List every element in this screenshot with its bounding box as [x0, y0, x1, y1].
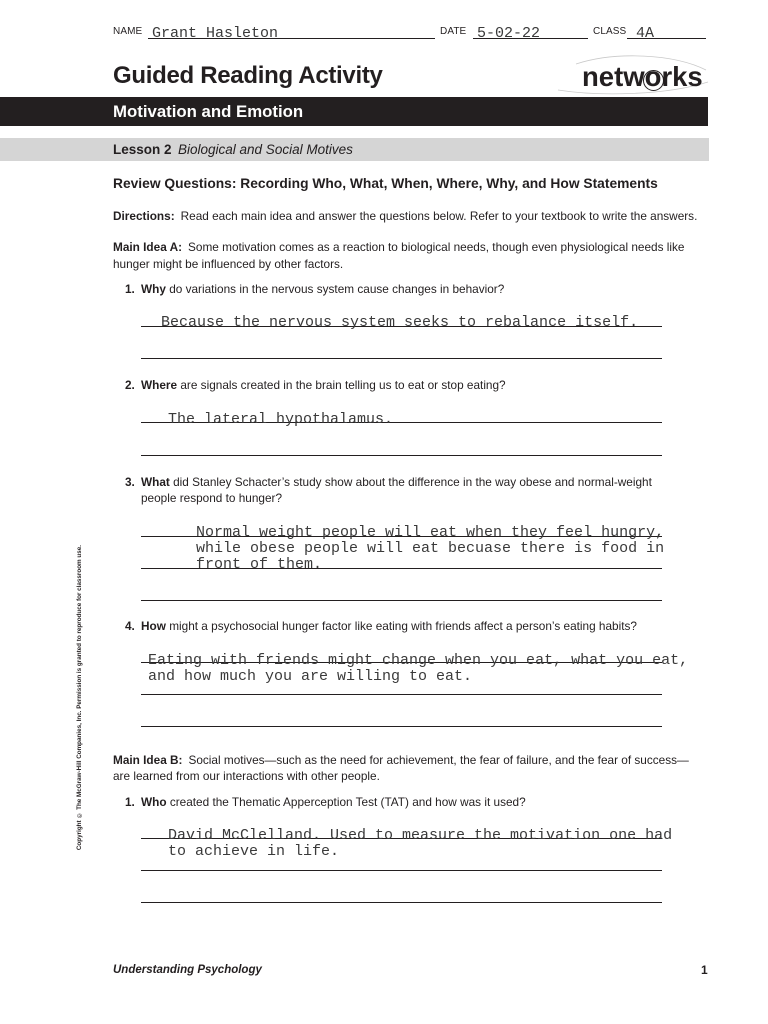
answer-field[interactable]: Because the nervous system seeks to rebalance itself. [161, 314, 639, 331]
name-field[interactable]: Grant Hasleton [152, 25, 279, 42]
class-field[interactable]: 4A [636, 25, 655, 42]
answer-rule [141, 600, 662, 601]
question-number: 4. [125, 619, 135, 633]
review-heading: Review Questions: Recording Who, What, When, Where, Why, and How Statements [113, 176, 658, 191]
main-idea-b [113, 753, 689, 767]
answer-rule [141, 726, 662, 727]
chapter-bar [0, 97, 708, 126]
copyright-notice: Copyright © The McGraw-Hill Companies, Inc. Permission is granted to reproduce for classroom use. [76, 545, 83, 851]
main-idea-label: Main Idea B: [113, 753, 183, 767]
question-body: are signals created in the brain telling us to eat or stop eating? [180, 378, 506, 392]
answer-rule [141, 358, 662, 359]
question-keyword: Where [141, 378, 178, 392]
question-body: did Stanley Schacter’s study show about the difference in the way obese and normal-weight [173, 475, 652, 489]
question-text [141, 282, 504, 296]
main-idea-a [113, 240, 684, 254]
directions-label: Directions: [113, 209, 175, 223]
main-idea-text: hunger might be influenced by other factors. [113, 257, 344, 271]
chapter-title: Motivation and Emotion [113, 102, 304, 121]
question-body: do variations in the nervous system cause changes in behavior? [169, 282, 505, 296]
question-text [141, 378, 506, 392]
page-number: 1 [701, 963, 708, 977]
lesson-bar [0, 138, 709, 161]
logo-text: networks [582, 61, 703, 92]
date-label: DATE [440, 26, 467, 37]
question-text [141, 475, 652, 489]
question-text [141, 795, 526, 809]
date-field[interactable]: 5-02-22 [477, 25, 541, 42]
answer-field[interactable]: The lateral hypothalamus. [168, 411, 394, 428]
question-body: created the Thematic Apperception Test (TAT) and how was it used? [169, 795, 526, 809]
answer-rule [141, 455, 662, 456]
question-body: people respond to hunger? [141, 491, 283, 505]
main-idea-text: Some motivation comes as a reaction to biological needs, though even physiological needs like [188, 240, 685, 254]
question-body: might a psychosocial hunger factor like eating with friends affect a person’s eating habits? [169, 619, 637, 633]
answer-field[interactable]: to achieve in life. [168, 843, 340, 860]
question-text [141, 619, 637, 633]
question-number: 2. [125, 378, 135, 392]
directions-text: Read each main idea and answer the questions below. Refer to your textbook to write the answers. [180, 209, 698, 223]
question-keyword: How [141, 619, 166, 633]
answer-field[interactable]: David McClelland. Used to measure the motivation one had [168, 827, 673, 844]
answer-rule [141, 902, 662, 903]
question-keyword: Who [141, 795, 167, 809]
answer-field[interactable]: and how much you are willing to eat. [148, 668, 473, 685]
question-number: 1. [125, 282, 135, 296]
question-keyword: What [141, 475, 170, 489]
page-title: Guided Reading Activity [113, 62, 383, 89]
answer-rule [141, 694, 662, 695]
name-label: NAME [113, 26, 143, 37]
answer-field[interactable]: Normal weight people will eat when they feel hungry, [196, 524, 665, 541]
answer-field[interactable]: while obese people will eat becuase there is food in [196, 540, 665, 557]
answer-rule [141, 870, 662, 871]
lesson-label: Lesson 2 [113, 142, 172, 157]
globe-icon [643, 70, 664, 91]
question-keyword: Why [141, 282, 166, 296]
main-idea-label: Main Idea A: [113, 240, 183, 254]
question-number: 1. [125, 795, 135, 809]
directions [113, 209, 697, 223]
footer-book-title: Understanding Psychology [113, 964, 262, 976]
main-idea-text: Social motives—such as the need for achievement, the fear of failure, and the fear of success— [188, 753, 689, 767]
lesson-title: Biological and Social Motives [178, 142, 353, 157]
class-label: CLASS [593, 26, 627, 37]
question-number: 3. [125, 475, 135, 489]
main-idea-text: are learned from our interactions with other people. [113, 769, 380, 783]
answer-field[interactable]: Eating with friends might change when you eat, what you eat, [148, 652, 689, 669]
answer-field[interactable]: front of them. [196, 556, 323, 573]
